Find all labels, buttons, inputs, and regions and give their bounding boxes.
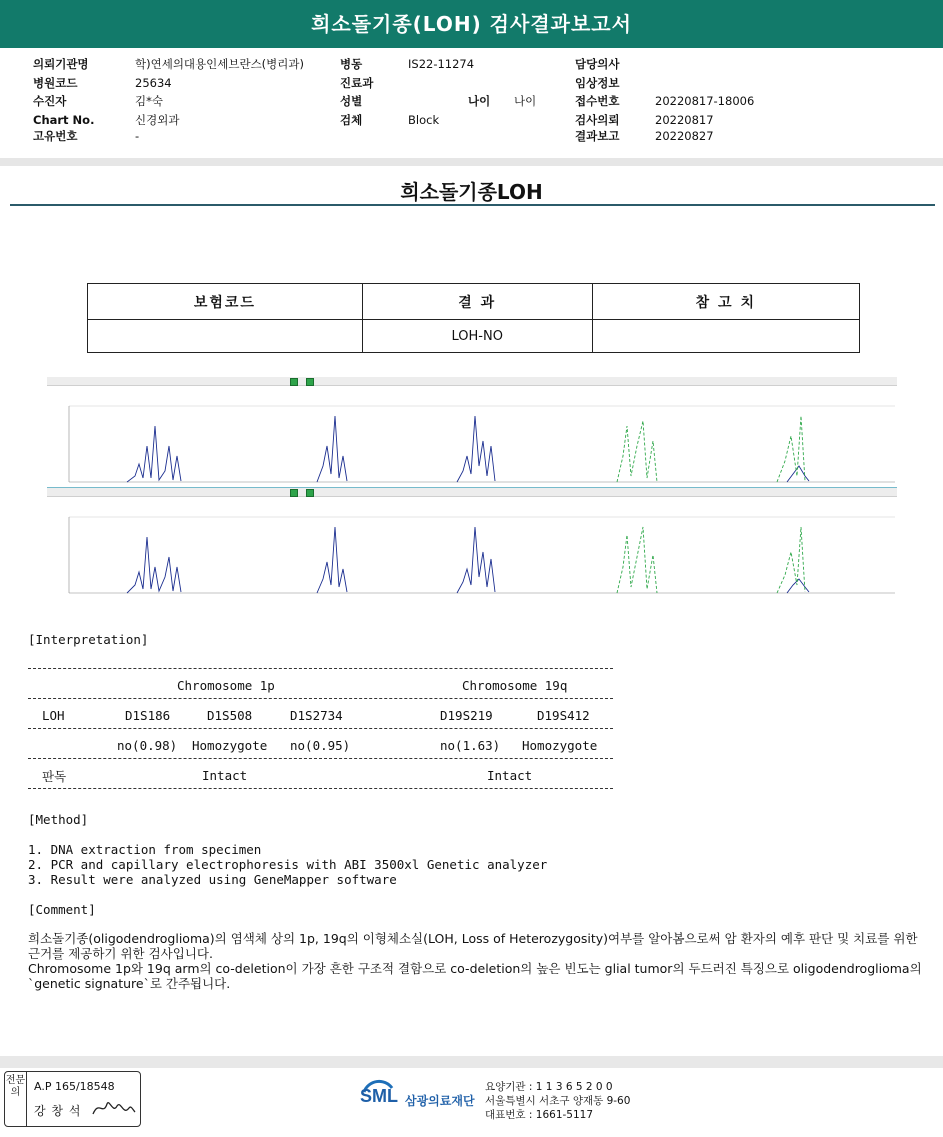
judgement-label: 판독 [42, 769, 67, 784]
status-indicator-icon [306, 378, 314, 386]
patient-info-col1 [33, 55, 304, 146]
marker-value: Homozygote [192, 738, 268, 753]
footer-band [0, 1056, 943, 1068]
stamp-side-label: 전문의 [5, 1072, 27, 1126]
table-divider [28, 758, 613, 759]
marker-label: D1S2734 [290, 708, 343, 723]
judgement-value: Intact [202, 768, 248, 783]
electropherogram-panel-1 [47, 377, 897, 490]
result-cell [592, 320, 859, 353]
logo-text: SML [360, 1086, 398, 1106]
loh-label: LOH [42, 708, 65, 723]
result-cell: LOH-NO [362, 320, 592, 353]
result-header: 결 과 [362, 284, 592, 320]
result-cell [88, 320, 363, 353]
comment-heading: [Comment] [28, 902, 96, 917]
signature-icon [91, 1096, 137, 1120]
header-divider [0, 158, 943, 166]
marker-label: D1S186 [125, 708, 171, 723]
result-header: 참 고 치 [592, 284, 859, 320]
info-label: 담당의사 [575, 57, 620, 71]
info-label: 성별 [340, 94, 363, 108]
info-label: 임상정보 [575, 75, 620, 90]
info-value: IS22-11274 [408, 57, 475, 71]
info-value: Block [408, 112, 440, 127]
info-value: 신경외과 [135, 112, 180, 127]
table-divider [28, 728, 613, 729]
method-list [28, 842, 547, 887]
panel-toolbar [47, 487, 897, 497]
pathologist-stamp [4, 1071, 141, 1127]
patient-age [468, 92, 536, 111]
comment-line: 희소돌기종(oligodendroglioma)의 염색체 상의 1p, 19q의 이형체소실(LOH, Loss of Heterozygosity)여부를 알아봄으로써 암 환자의 예후 판단 및 치료를 위한 근거를 제공하기 위한 검사입니다. [28, 931, 918, 961]
info-label: 고유번호 [33, 129, 78, 143]
electropherogram-trace-2 [47, 497, 897, 597]
address-line: 서울특별시 서초구 양재동 9-60 [485, 1095, 631, 1107]
table-divider [28, 698, 613, 699]
marker-label: D19S219 [440, 708, 493, 723]
info-label: 접수번호 [575, 94, 620, 108]
marker-value: no(0.98) [117, 738, 178, 753]
marker-value: no(1.63) [440, 738, 501, 753]
electropherogram-panel-2 [47, 487, 897, 601]
interpretation-heading: [Interpretation] [28, 632, 149, 647]
info-value: 김*숙 [135, 94, 163, 108]
info-label: 의뢰기관명 [33, 57, 89, 71]
judgement-value: Intact [487, 768, 533, 783]
info-label: 병동 [340, 57, 363, 71]
chr19q-label: Chromosome 19q [462, 678, 568, 693]
result-header: 보험코드 [88, 284, 363, 320]
info-value: 20220817 [655, 112, 714, 127]
comment-body [28, 931, 923, 991]
stamp-code: A.P 165/18548 [34, 1080, 115, 1093]
status-indicator-icon [290, 378, 298, 386]
info-value: 20220817-18006 [655, 94, 755, 108]
method-item: 3. Result were analyzed using GeneMapper software [28, 872, 397, 887]
info-label: 검사의뢰 [575, 112, 620, 127]
address-line: 요양기관 : 1 1 3 6 5 2 0 0 [485, 1081, 613, 1093]
table-divider [28, 788, 613, 789]
info-value: 20220827 [655, 129, 714, 143]
method-item: 2. PCR and capillary electrophoresis with ABI 3500xl Genetic analyzer [28, 857, 548, 872]
report-banner: 희소돌기종(LOH) 검사결과보고서 [0, 0, 943, 48]
panel-toolbar [47, 377, 897, 386]
info-value: - [135, 129, 140, 143]
report-title: 희소돌기종LOH [400, 180, 543, 204]
info-label: 진료과 [340, 75, 374, 90]
info-label: 수진자 [33, 94, 67, 108]
info-value: 25634 [135, 75, 172, 90]
info-label: 검체 [340, 112, 363, 127]
info-label: 나이 [468, 94, 491, 108]
result-table [87, 283, 860, 353]
info-label: 병원코드 [33, 75, 78, 90]
org-address [485, 1080, 630, 1122]
marker-value: no(0.95) [290, 738, 351, 753]
marker-value: Homozygote [522, 738, 598, 753]
comment-line: Chromosome 1p와 19q arm의 co-deletion이 가장 흔한 구조적 결함으로 co-deletion의 높은 빈도는 glial tumor의 두드러진 특징으로 oligodendroglioma의 `genetic signature`로 간주됩니다. [28, 961, 922, 991]
org-name: 삼광의료재단 [405, 1094, 475, 1108]
stamp-name: 강 창 석 [34, 1104, 82, 1118]
chr1p-label: Chromosome 1p [177, 678, 275, 693]
table-divider [28, 668, 613, 669]
patient-info-col3 [575, 55, 754, 146]
method-heading: [Method] [28, 812, 89, 827]
marker-label: D19S412 [537, 708, 590, 723]
info-value: 나이 [514, 94, 537, 108]
patient-info-col2 [340, 55, 474, 129]
status-indicator-icon [306, 489, 314, 497]
info-label: 결과보고 [575, 129, 620, 143]
title-rule [10, 204, 935, 206]
method-item: 1. DNA extraction from specimen [28, 842, 262, 857]
address-line: 대표번호 : 1661-5117 [485, 1109, 594, 1121]
electropherogram-trace-1 [47, 386, 897, 486]
info-value: 학)연세의대용인세브란스(병리과) [135, 57, 304, 71]
status-indicator-icon [290, 489, 298, 497]
marker-label: D1S508 [207, 708, 253, 723]
info-label: Chart No. [33, 112, 95, 127]
